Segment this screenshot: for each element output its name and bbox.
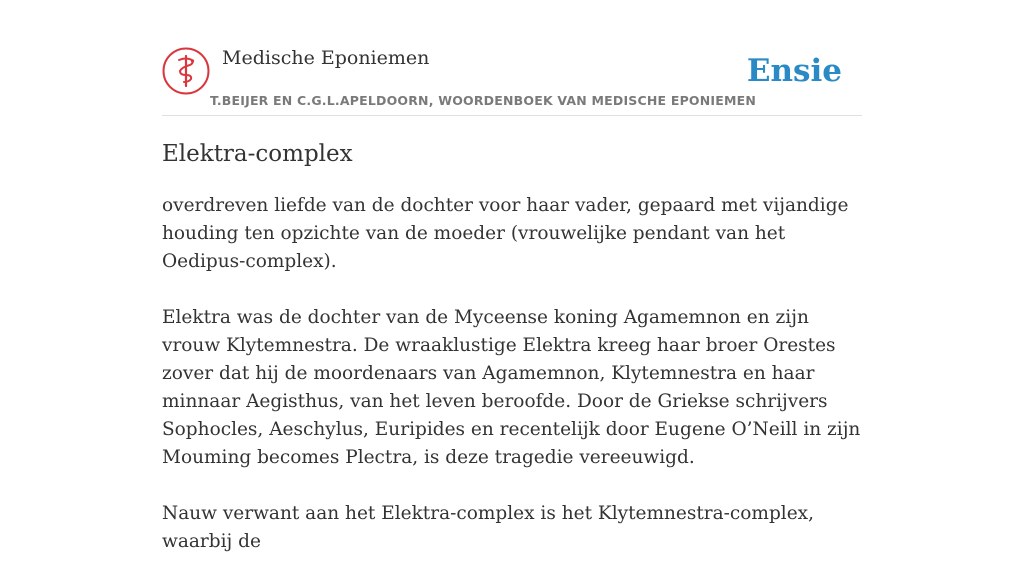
header-divider	[162, 115, 862, 116]
paragraph: overdreven liefde van de dochter voor haar vader, gepaard met vijandige houding ten opzichte van de moeder (vrouwelijke pendant van het Oedipus-complex).	[162, 195, 849, 272]
brand-logo[interactable]: Ensie	[746, 53, 842, 89]
paragraph: Elektra was de dochter van de Myceense koning Agamemnon en zijn vrouw Klytemnestra. De wraaklustige Elektra kreeg haar broer Orestes zover dat hij de moordenaars van Agamemnon, Klytemnestra en haar minnaar Aegisthus, van het leven beroofde. Door de Griekse schrijvers Sophocles, Aeschylus, Euripides en recentelijk door Eugene O’Neill in zijn Mouming becomes Plectra, is deze tragedie vereeuwigd.	[162, 307, 861, 468]
entry-title: Elektra-complex	[162, 141, 353, 167]
source-title[interactable]: Medische Eponiemen	[222, 47, 430, 69]
staff-of-asclepius-icon[interactable]	[162, 47, 210, 95]
source-header	[162, 46, 862, 116]
paragraph: Nauw verwant aan het Elektra-complex is het Klytemnestra-complex, waarbij de	[162, 503, 814, 552]
source-subtitle: T.BEIJER EN C.G.L.APELDOORN, WOORDENBOEK VAN MEDISCHE EPONIEMEN	[210, 93, 757, 108]
entry-body	[162, 192, 862, 584]
